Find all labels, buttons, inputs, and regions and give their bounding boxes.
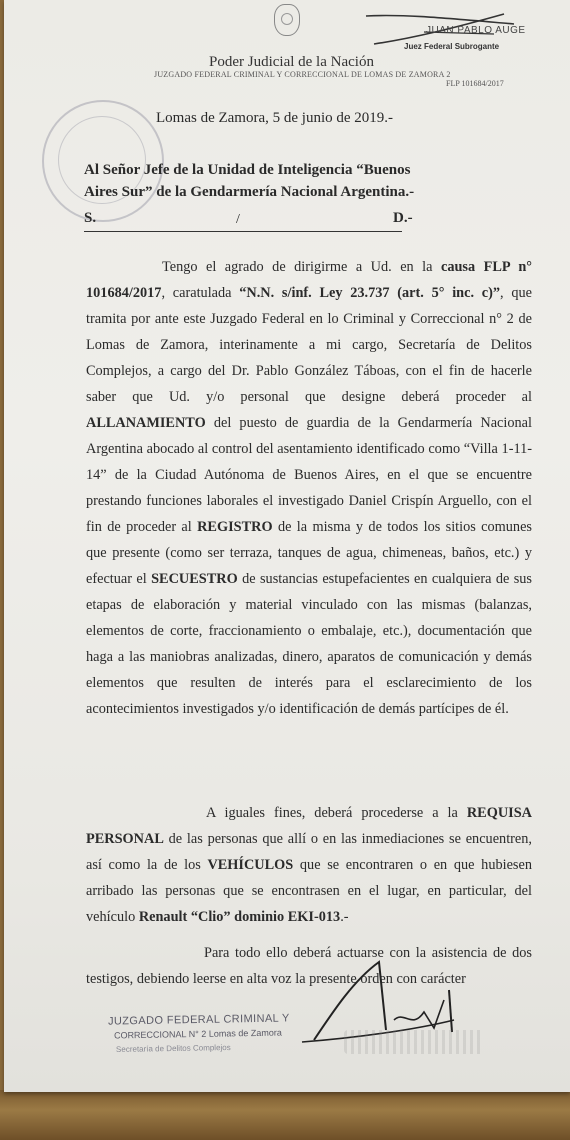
stamp-location-line: CORRECCIONAL N° 2 Lomas de Zamora — [113, 1027, 282, 1041]
institution-name: Poder Judicial de la Nación — [209, 54, 374, 70]
addressee-line-1: Al Señor Jefe de la Unidad de Inteligencia “Buenos — [84, 162, 411, 178]
court-seal — [42, 100, 164, 222]
judge-name: JUAN PABLO AUGE — [426, 25, 526, 36]
judge-title: Juez Federal Subrogante — [404, 42, 500, 51]
salutation-underline — [84, 231, 402, 232]
national-crest-icon — [274, 4, 300, 36]
stamp-secretariat-line: Secretaría de Delitos Complejos — [115, 1042, 231, 1055]
document-page — [4, 0, 570, 1092]
paragraph-1: Tengo el agrado de dirigirme a Ud. en la causa FLP n° 101684/2017, caratulada “N.N. s/inf. Ley 23.737 (art. 5° inc. c)”, que tramita por ante este Juzgado Federal en lo Criminal y Correccional n° 2 de Lomas de Zamora, interinamente a mi cargo, Secretaría de Delitos Complejos, a cargo del Dr. Pablo González Táboas, con el fin de hacerle saber que Ud. y/o personal que designe deberá proceder al ALLANAMIENTO del puesto de guardia de la Gendarmería Nacional Argentina abocado al control del asentamiento identificado como “Villa 1-11-14” de la Ciudad Autónoma de Buenos Aires, en el que se encuentre prestando funciones laborales el investigado Daniel Crispín Arguello, con el fin de proceder al REGISTRO de la misma y de todos los sitios comunes que presente (como ser terraza, tanques de agua, chimeneas, baños, etc.) y efectuar el SECUESTRO de sustancias estupefacientes en cualquiera de sus etapas de elaboración y material vinculado con las mismas (balanzas, elementos de corte, fraccionamiento o embalaje, etc.), documentación que haga a las maniobras analizadas, dinero, aparatos de comunicación y demás elementos que resulten de interés para el esclarecimiento de los acontecimientos investigados y/o identificación de demás partícipes de él. — [86, 259, 532, 717]
paragraph-2: A iguales fines, deberá procederse a la REQUISA PERSONAL de las personas que allí o en las inmediaciones se encuentren, así como la de los VEHÍCULOS que se encontraren o en que hubiesen arribado las personas que se encontrasen en el lugar, en particular, del vehículo Renault “Clio” dominio EKI-013.- — [86, 805, 532, 925]
file-number: FLP 101684/2017 — [446, 79, 504, 88]
salutation-s: S. — [84, 210, 97, 226]
desk-surface — [0, 1090, 570, 1140]
paragraph-3: Para todo ello deberá actuarse con la asistencia de dos testigos, debiendo leerse en alta voz la presente orden con carácter — [86, 945, 532, 987]
faint-stamp — [344, 1030, 484, 1054]
salutation-d: D.- — [393, 210, 413, 226]
place-date: Lomas de Zamora, 5 de junio de 2019.- — [156, 110, 394, 126]
court-name: JUZGADO FEDERAL CRIMINAL Y CORRECCIONAL DE LOMAS DE ZAMORA 2 — [154, 70, 451, 79]
addressee-line-2: Aires Sur” de la Gendarmería Nacional Argentina.- — [84, 184, 415, 200]
salutation-slash: / — [236, 212, 240, 227]
stamp-court-line: JUZGADO FEDERAL CRIMINAL Y — [107, 1012, 290, 1028]
